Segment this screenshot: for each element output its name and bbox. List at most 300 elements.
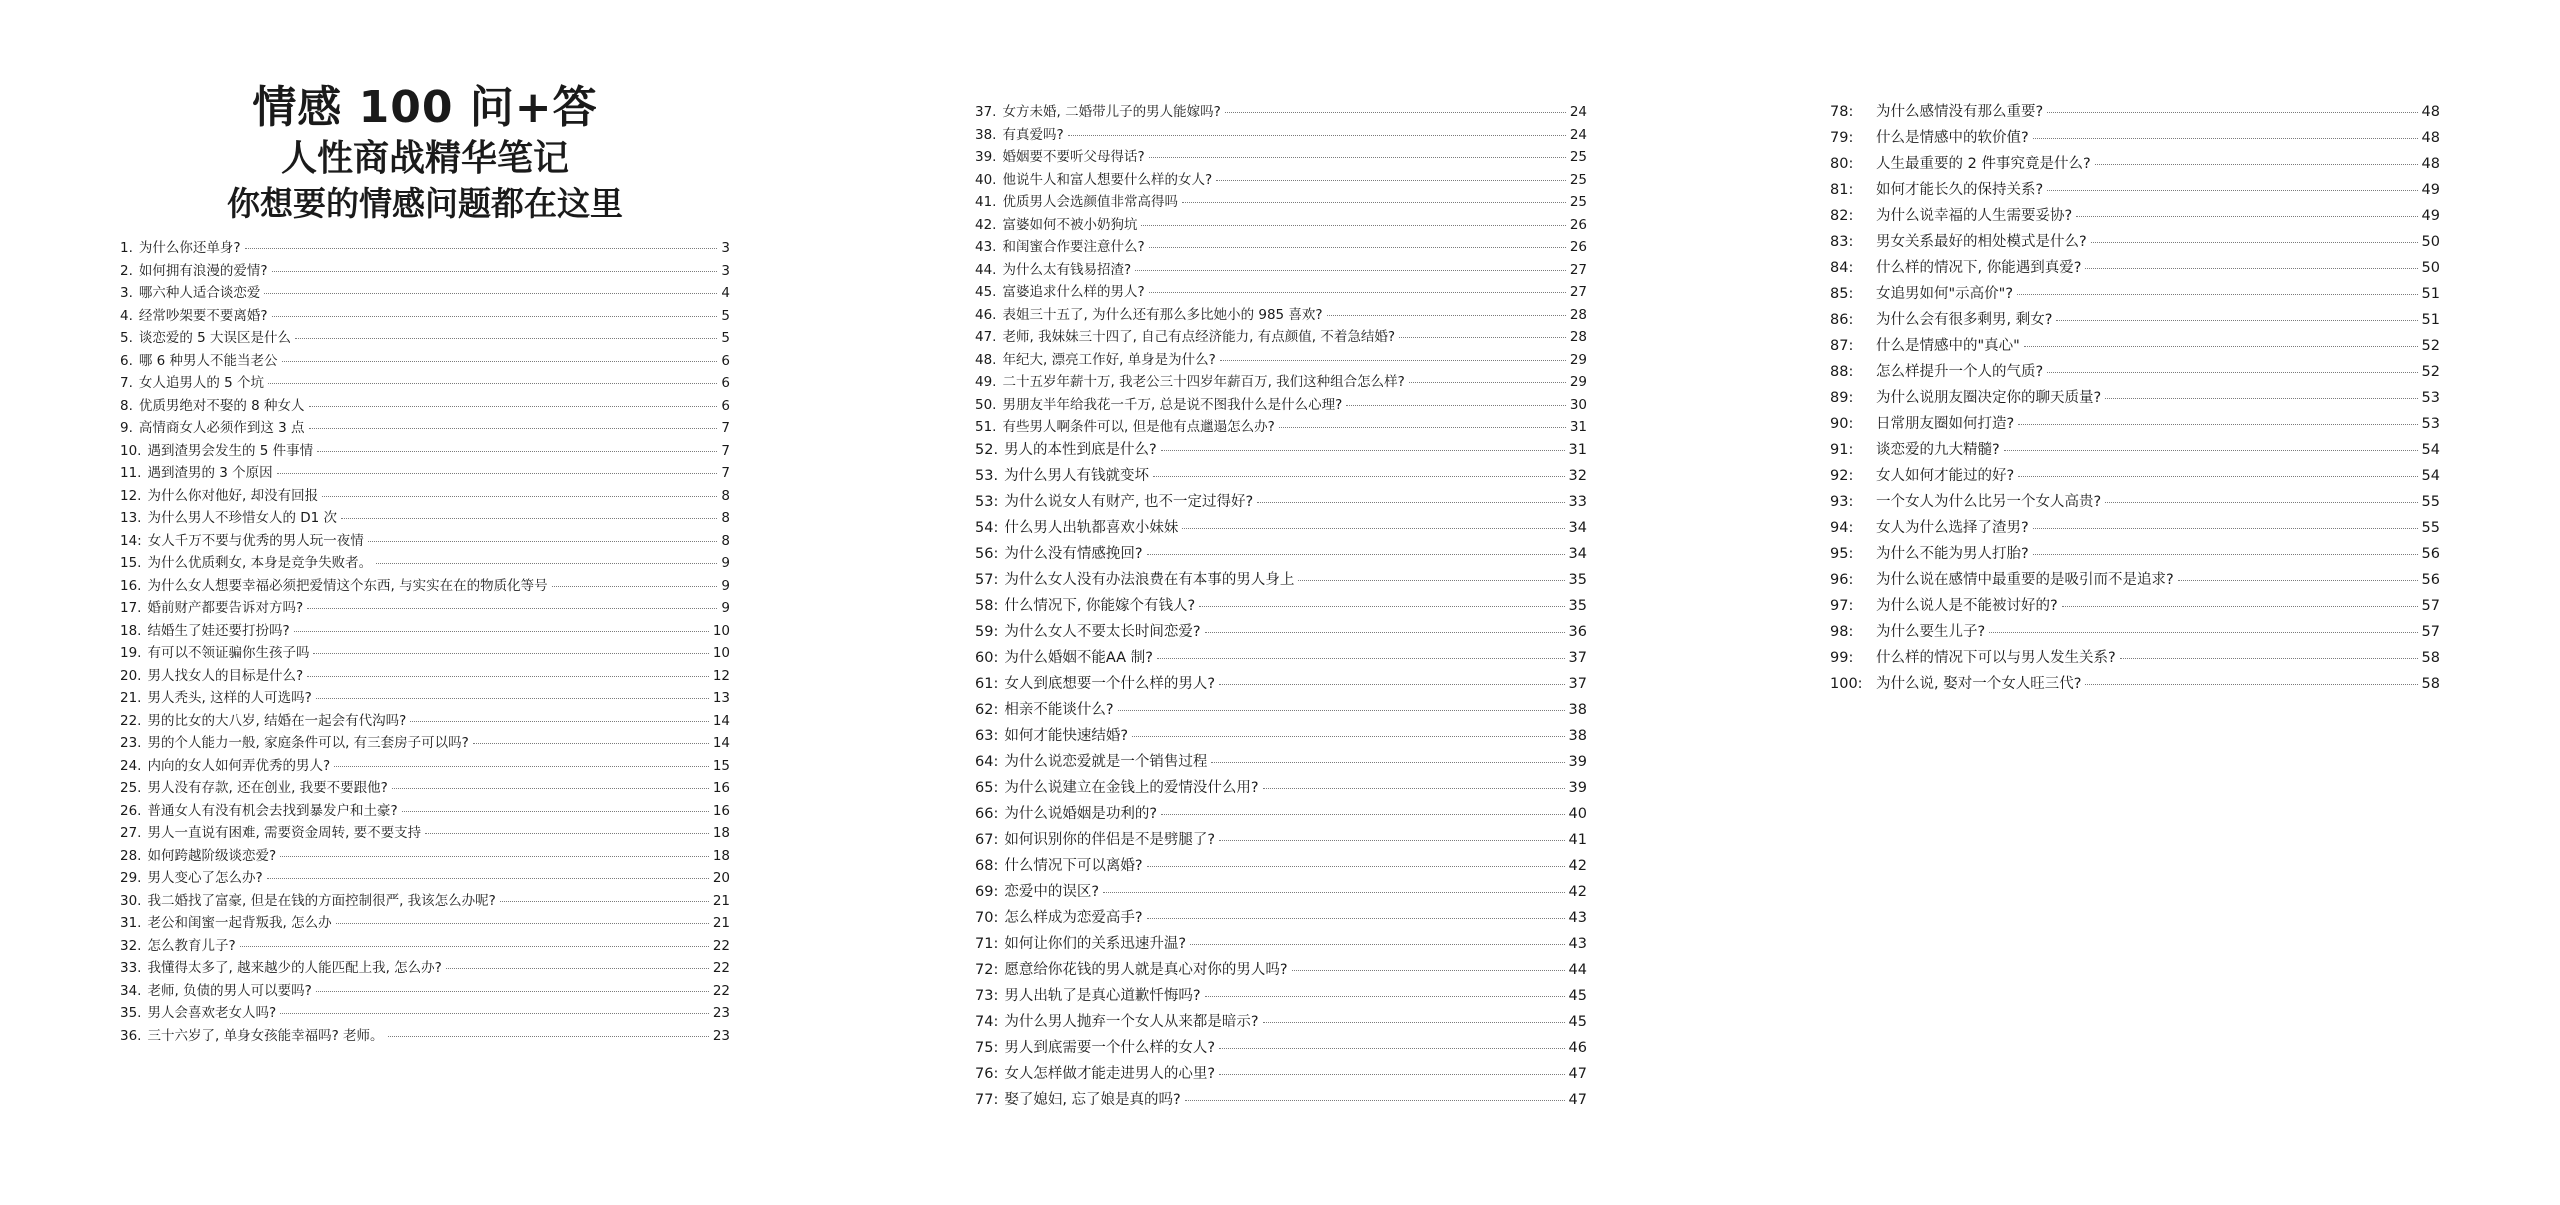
toc-entry[interactable] (975, 906, 1587, 932)
toc-entry-title: 为什么说朋友圈决定你的聊天质量? (1876, 390, 2102, 406)
toc-entry[interactable] (120, 889, 730, 912)
toc-page-3 (1830, 100, 2440, 698)
toc-leader-dots (500, 901, 709, 902)
toc-entry-page: 52 (2421, 364, 2440, 380)
toc-entry[interactable] (120, 934, 730, 957)
toc-entry-title: 为什么感情没有那么重要? (1876, 104, 2044, 120)
toc-entry-page: 35 (1568, 571, 1587, 588)
toc-leader-dots (1161, 450, 1565, 451)
toc-entry[interactable] (120, 461, 730, 484)
toc-entry-title: 什么情况下, 你能嫁个有钱人? (1004, 597, 1196, 614)
toc-entry[interactable] (120, 731, 730, 754)
toc-entry-page: 7 (721, 465, 730, 481)
toc-entry-title: 为什么婚姻不能AA 制? (1004, 649, 1153, 666)
toc-entry-number: 29. (120, 870, 142, 886)
toc-entry-page: 26 (1569, 239, 1587, 255)
toc-entry-title: 男人一直说有困难, 需要资金周转, 要不要支持 (147, 825, 422, 841)
toc-entry-title: 内向的女人如何弄优秀的男人? (147, 757, 331, 774)
toc-entry[interactable] (120, 866, 730, 889)
toc-entry[interactable] (120, 304, 730, 327)
toc-leader-dots (473, 743, 709, 744)
toc-entry[interactable] (1830, 204, 2440, 230)
toc-leader-dots (1205, 996, 1565, 997)
document-title: 情感 100 问+答 (252, 82, 598, 133)
toc-entry-number: 19. (120, 645, 142, 661)
toc-entry[interactable] (1830, 152, 2440, 178)
toc-leader-dots (388, 1036, 709, 1037)
toc-leader-dots (1190, 944, 1565, 945)
toc-leader-dots (1216, 180, 1566, 181)
toc-entry-page: 38 (1568, 701, 1587, 718)
toc-leader-dots (272, 316, 718, 317)
toc-entry[interactable] (1830, 646, 2440, 672)
toc-entry-number: 86: (1830, 312, 1854, 328)
toc-entry[interactable] (975, 724, 1587, 750)
toc-entry-title: 为什么会有很多剩男, 剩女? (1876, 312, 2053, 328)
toc-entry-page: 34 (1568, 545, 1587, 562)
toc-entry-page: 55 (2421, 520, 2440, 536)
toc-entry[interactable] (120, 664, 730, 687)
toc-entry-title: 优质男绝对不娶的 8 种女人 (138, 397, 305, 414)
toc-entry[interactable] (120, 236, 730, 259)
toc-leader-dots (2105, 502, 2417, 503)
toc-entry[interactable] (120, 439, 730, 462)
toc-entry[interactable] (975, 984, 1587, 1010)
toc-entry-number: 97: (1830, 598, 1854, 614)
toc-entry-number: 26. (120, 802, 142, 819)
toc-entry-page: 5 (721, 307, 730, 324)
toc-entry-number: 20. (120, 667, 142, 684)
toc-entry-title: 哪六种人适合谈恋爱 (138, 285, 261, 301)
toc-entry-title: 为什么你对他好, 却没有回报 (147, 487, 319, 504)
toc-entry-number: 23. (120, 735, 142, 751)
toc-entry-number: 83: (1830, 234, 1854, 250)
toc-entry[interactable] (975, 958, 1587, 984)
toc-entry-page: 6 (721, 375, 730, 391)
toc-entry-title: 女人千万不要与优秀的男人玩一夜情 (147, 532, 364, 549)
toc-entry-number: 73: (975, 987, 999, 1004)
toc-entry[interactable] (975, 393, 1587, 416)
toc-entry-page: 3 (721, 262, 730, 279)
toc-entry[interactable] (975, 594, 1587, 620)
toc-entry-title: 日常朋友圈如何打造? (1876, 416, 2015, 432)
toc-entry-title: 经常吵架要不要离婚? (138, 307, 268, 324)
toc-entry-page: 6 (721, 397, 730, 414)
toc-entry-page: 18 (712, 847, 730, 864)
toc-leader-dots (1103, 892, 1565, 893)
toc-entry-number: 33. (120, 960, 142, 976)
toc-entry-page: 16 (712, 802, 730, 819)
toc-entry-page: 25 (1569, 149, 1587, 165)
toc-entry-number: 25. (120, 780, 142, 796)
toc-entry[interactable] (120, 574, 730, 597)
toc-entry-page: 39 (1568, 753, 1587, 770)
toc-entry[interactable] (975, 646, 1587, 672)
toc-leader-dots (317, 451, 717, 452)
toc-entry-page: 55 (2421, 494, 2440, 510)
toc-entry-number: 67: (975, 831, 999, 848)
toc-entry-number: 42. (975, 216, 997, 233)
toc-entry-page: 7 (721, 442, 730, 459)
document-tagline: 你想要的情感问题都在这里 (227, 184, 623, 223)
toc-entry-title: 男人变心了怎么办? (147, 870, 263, 886)
toc-entry-number: 13. (120, 510, 142, 526)
toc-entry[interactable] (975, 568, 1587, 594)
toc-entry-title: 遇到渣男的 3 个原因 (147, 465, 273, 481)
toc-entry-page: 26 (1569, 216, 1587, 233)
toc-entry-number: 15. (120, 555, 142, 571)
toc-entry-page: 45 (1568, 1013, 1587, 1030)
toc-entry[interactable] (120, 551, 730, 574)
toc-entry-title: 女人到底想要一个什么样的男人? (1004, 675, 1216, 692)
toc-entry-title: 为什么男人有钱就变坏 (1004, 467, 1150, 484)
toc-entry[interactable] (120, 776, 730, 799)
toc-leader-dots (334, 766, 709, 767)
toc-entry[interactable] (975, 1010, 1587, 1036)
toc-leader-dots (1182, 528, 1564, 529)
toc-leader-dots (294, 631, 709, 632)
toc-entry-number: 22. (120, 712, 142, 729)
toc-entry-title: 女人为什么选择了渣男? (1876, 520, 2029, 536)
toc-entry[interactable] (120, 641, 730, 664)
toc-entry-number: 6. (120, 352, 133, 369)
toc-entry[interactable] (975, 698, 1587, 724)
toc-entry-number: 27. (120, 825, 142, 841)
toc-entry-page: 9 (721, 555, 730, 571)
toc-entry[interactable] (120, 416, 730, 439)
toc-entry[interactable] (120, 529, 730, 552)
toc-entry-title: 富婆如何不被小奶狗坑 (1002, 216, 1138, 233)
toc-entry[interactable] (975, 415, 1587, 438)
toc-entry[interactable] (975, 1088, 1587, 1114)
toc-entry[interactable] (975, 1062, 1587, 1088)
toc-entry-title: 老公和闺蜜一起背叛我, 怎么办 (147, 915, 332, 931)
toc-entry[interactable] (975, 213, 1587, 236)
toc-entry-title: 男人的本性到底是什么? (1004, 441, 1157, 458)
toc-entry[interactable] (120, 1001, 730, 1024)
toc-entry[interactable] (120, 506, 730, 529)
toc-entry-title: 他说牛人和富人想要什么样的女人? (1002, 171, 1213, 188)
toc-entry[interactable] (1830, 230, 2440, 256)
toc-leader-dots (2033, 138, 2418, 139)
toc-entry[interactable] (120, 596, 730, 619)
toc-entry-number: 10. (120, 442, 142, 459)
toc-leader-dots (1225, 112, 1566, 113)
toc-leader-dots (2018, 424, 2417, 425)
toc-entry[interactable] (120, 371, 730, 394)
toc-entry-title: 怎么样成为恋爱高手? (1004, 909, 1143, 926)
toc-list (975, 100, 1587, 438)
toc-entry-page: 25 (1569, 194, 1587, 210)
toc-entry-number: 76: (975, 1065, 999, 1082)
toc-entry[interactable] (975, 370, 1587, 393)
toc-entry[interactable] (1830, 334, 2440, 360)
toc-entry[interactable] (1830, 672, 2440, 698)
toc-entry-title: 为什么不能为男人打胎? (1876, 546, 2029, 562)
toc-entry[interactable] (975, 620, 1587, 646)
toc-entry-title: 愿意给你花钱的男人就是真心对你的男人吗? (1004, 961, 1288, 978)
toc-entry-number: 68: (975, 857, 999, 874)
toc-leader-dots (1219, 684, 1565, 685)
toc-entry[interactable] (120, 911, 730, 934)
toc-leader-dots (2047, 372, 2417, 373)
toc-page-2 (975, 100, 1587, 1114)
toc-entry[interactable] (975, 854, 1587, 880)
toc-entry-page: 34 (1568, 519, 1587, 536)
toc-entry[interactable] (975, 750, 1587, 776)
toc-entry[interactable] (975, 1036, 1587, 1062)
toc-entry[interactable] (975, 464, 1587, 490)
toc-entry-page: 57 (2421, 598, 2440, 614)
toc-entry-number: 62: (975, 701, 999, 718)
toc-entry-page: 42 (1568, 883, 1587, 900)
toc-entry-title: 为什么没有情感挽回? (1004, 545, 1143, 562)
toc-entry-number: 96: (1830, 572, 1854, 588)
toc-entry[interactable] (120, 821, 730, 844)
toc-entry[interactable] (1830, 360, 2440, 386)
toc-entry[interactable] (975, 348, 1587, 371)
toc-entry-title: 女方未婚, 二婚带儿子的男人能嫁吗? (1002, 104, 1221, 120)
toc-entry-page: 6 (721, 352, 730, 369)
toc-leader-dots (1185, 1100, 1565, 1101)
toc-list (120, 236, 730, 1046)
toc-entry-title: 相亲不能谈什么? (1004, 701, 1114, 718)
toc-entry-page: 21 (712, 892, 730, 909)
toc-entry[interactable] (975, 542, 1587, 568)
toc-entry[interactable] (120, 484, 730, 507)
toc-entry-title: 有些男人啊条件可以, 但是他有点邋遢怎么办? (1002, 419, 1275, 435)
toc-entry[interactable] (120, 709, 730, 732)
toc-entry-title: 年纪大, 漂亮工作好, 单身是为什么? (1002, 351, 1216, 368)
toc-leader-dots (552, 586, 718, 587)
toc-entry-page: 22 (712, 960, 730, 976)
toc-entry[interactable] (975, 235, 1587, 258)
toc-entry[interactable] (975, 123, 1587, 146)
toc-entry-number: 3. (120, 285, 133, 301)
toc-entry-title: 男的比女的大八岁, 结婚在一起会有代沟吗? (147, 712, 407, 729)
toc-entry-page: 54 (2421, 468, 2440, 484)
toc-entry-title: 男人出轨了是真心道歉忏悔吗? (1004, 987, 1201, 1004)
toc-entry-number: 50. (975, 396, 997, 413)
toc-entry[interactable] (1830, 594, 2440, 620)
toc-leader-dots (1263, 788, 1565, 789)
toc-leader-dots (1068, 135, 1566, 136)
toc-entry[interactable] (975, 258, 1587, 281)
toc-entry-title: 为什么你还单身? (138, 240, 241, 256)
toc-entry-number: 91: (1830, 442, 1854, 458)
toc-leader-dots (2091, 242, 2418, 243)
toc-entry-page: 28 (1569, 329, 1587, 345)
toc-leader-dots (268, 383, 717, 384)
toc-entry-page: 49 (2421, 182, 2440, 198)
toc-entry[interactable] (120, 979, 730, 1002)
toc-entry-page: 56 (2421, 572, 2440, 588)
toc-entry[interactable] (975, 190, 1587, 213)
toc-entry-title: 和闺蜜合作要注意什么? (1002, 239, 1145, 255)
toc-entry-page: 15 (712, 757, 730, 774)
toc-entry[interactable] (1830, 256, 2440, 282)
toc-entry-page: 40 (1568, 805, 1587, 822)
toc-entry-page: 20 (712, 870, 730, 886)
toc-entry-title: 什么是情感中的"真心" (1876, 338, 2020, 354)
toc-entry-page: 45 (1568, 987, 1587, 1004)
toc-entry[interactable] (1830, 490, 2440, 516)
toc-entry-title: 如何跨越阶级谈恋爱? (147, 847, 277, 864)
toc-entry-page: 5 (721, 330, 730, 346)
toc-leader-dots (2056, 320, 2417, 321)
toc-entry[interactable] (975, 325, 1587, 348)
toc-entry-title: 男的个人能力一般, 家庭条件可以, 有三套房子可以吗? (147, 735, 469, 751)
toc-entry[interactable] (1830, 412, 2440, 438)
toc-entry-title: 我懂得太多了, 越来越少的人能匹配上我, 怎么办? (147, 960, 442, 976)
toc-entry-title: 婚前财产都要告诉对方吗? (147, 600, 304, 616)
toc-entry-page: 31 (1569, 419, 1587, 435)
toc-leader-dots (2024, 346, 2418, 347)
toc-entry[interactable] (975, 438, 1587, 464)
toc-list (975, 438, 1587, 1114)
toc-entry-number: 99: (1830, 650, 1854, 666)
toc-entry-page: 13 (712, 690, 730, 706)
toc-entry-number: 37. (975, 104, 997, 120)
toc-entry-page: 48 (2421, 156, 2440, 172)
toc-entry-number: 8. (120, 397, 133, 414)
toc-leader-dots (1147, 866, 1565, 867)
toc-leader-dots (240, 946, 709, 947)
toc-entry[interactable] (1830, 438, 2440, 464)
toc-leader-dots (264, 293, 717, 294)
toc-entry[interactable] (975, 672, 1587, 698)
toc-entry-page: 51 (2421, 312, 2440, 328)
toc-entry[interactable] (120, 844, 730, 867)
toc-entry-title: 为什么说幸福的人生需要妥协? (1876, 208, 2073, 224)
toc-entry[interactable] (120, 799, 730, 822)
toc-entry-number: 54: (975, 519, 999, 536)
toc-entry-title: 普通女人有没有机会去找到暴发户和土豪? (147, 802, 398, 819)
toc-entry-number: 53: (975, 493, 999, 510)
toc-entry-page: 30 (1569, 396, 1587, 413)
toc-entry[interactable] (1830, 542, 2440, 568)
toc-entry[interactable] (975, 145, 1587, 168)
toc-leader-dots (1118, 710, 1565, 711)
toc-leader-dots (245, 248, 718, 249)
toc-list (1830, 100, 2440, 698)
toc-entry-page: 46 (1568, 1039, 1587, 1056)
toc-leader-dots (2047, 190, 2417, 191)
toc-entry-number: 32. (120, 937, 142, 954)
toc-entry-title: 表姐三十五了, 为什么还有那么多比她小的 985 喜欢? (1002, 306, 1323, 323)
toc-leader-dots (282, 361, 718, 362)
toc-entry-page: 54 (2421, 442, 2440, 458)
toc-leader-dots (341, 518, 717, 519)
toc-entry[interactable] (120, 619, 730, 642)
toc-entry-number: 4. (120, 307, 133, 324)
toc-entry[interactable] (120, 349, 730, 372)
toc-entry[interactable] (120, 956, 730, 979)
toc-entry[interactable] (1830, 516, 2440, 542)
toc-entry-title: 男人到底需要一个什么样的女人? (1004, 1039, 1216, 1056)
toc-entry-page: 25 (1569, 171, 1587, 188)
toc-entry[interactable] (1830, 282, 2440, 308)
toc-entry-title: 为什么说建立在金钱上的爱情没什么用? (1004, 779, 1259, 796)
toc-leader-dots (1182, 202, 1566, 203)
toc-entry-number: 39. (975, 149, 997, 165)
toc-entry[interactable] (120, 1024, 730, 1047)
toc-entry[interactable] (1830, 620, 2440, 646)
toc-entry[interactable] (120, 326, 730, 349)
toc-entry[interactable] (120, 394, 730, 417)
toc-entry[interactable] (1830, 464, 2440, 490)
toc-entry[interactable] (975, 828, 1587, 854)
toc-entry-number: 9. (120, 420, 133, 436)
toc-entry-page: 29 (1569, 374, 1587, 390)
toc-entry-number: 82: (1830, 208, 1854, 224)
toc-entry[interactable] (1830, 386, 2440, 412)
toc-entry[interactable] (975, 490, 1587, 516)
toc-entry-title: 富婆追求什么样的男人? (1002, 284, 1145, 300)
toc-leader-dots (2033, 554, 2418, 555)
toc-entry-page: 35 (1568, 597, 1587, 614)
toc-leader-dots (1292, 970, 1565, 971)
toc-entry[interactable] (975, 932, 1587, 958)
toc-entry[interactable] (975, 303, 1587, 326)
toc-entry[interactable] (975, 168, 1587, 191)
toc-entry-number: 88: (1830, 364, 1854, 380)
toc-entry[interactable] (120, 259, 730, 282)
toc-entry-title: 我二婚找了富豪, 但是在钱的方面控制很严, 我该怎么办呢? (147, 892, 496, 909)
toc-entry-number: 2. (120, 262, 133, 279)
toc-entry[interactable] (1830, 308, 2440, 334)
toc-entry-title: 为什么女人没有办法浪费在有本事的男人身上 (1004, 571, 1295, 588)
toc-entry[interactable] (975, 802, 1587, 828)
toc-entry-page: 14 (712, 735, 730, 751)
toc-entry-title: 为什么太有钱易招渣? (1002, 261, 1132, 278)
toc-entry[interactable] (975, 100, 1587, 123)
toc-entry-title: 为什么说在感情中最重要的是吸引而不是追求? (1876, 572, 2174, 588)
toc-entry[interactable] (1830, 126, 2440, 152)
toc-entry-title: 为什么男人不珍惜女人的 D1 次 (147, 510, 338, 526)
toc-entry-title: 娶了媳妇, 忘了娘是真的吗? (1004, 1091, 1181, 1108)
toc-entry[interactable] (120, 754, 730, 777)
toc-leader-dots (392, 788, 709, 789)
toc-entry-page: 24 (1569, 104, 1587, 120)
toc-leader-dots (1327, 315, 1566, 316)
toc-entry[interactable] (120, 686, 730, 709)
toc-entry-page: 10 (712, 622, 730, 639)
toc-entry-number: 43. (975, 239, 997, 255)
document-subtitle: 人性商战精华笔记 (280, 138, 569, 179)
toc-entry[interactable] (1830, 568, 2440, 594)
toc-entry[interactable] (1830, 178, 2440, 204)
toc-entry-title: 如何才能快速结婚? (1004, 727, 1129, 744)
toc-leader-dots (1219, 1074, 1565, 1075)
toc-entry-title: 一个女人为什么比另一个女人高贵? (1876, 494, 2102, 510)
toc-entry-page: 33 (1568, 493, 1587, 510)
toc-leader-dots (272, 271, 718, 272)
toc-leader-dots (402, 811, 709, 812)
toc-entry[interactable] (120, 281, 730, 304)
toc-entry[interactable] (975, 516, 1587, 542)
toc-entry[interactable] (1830, 100, 2440, 126)
toc-entry-number: 72: (975, 961, 999, 978)
toc-entry[interactable] (975, 776, 1587, 802)
toc-entry-number: 56: (975, 545, 999, 562)
toc-leader-dots (2017, 294, 2418, 295)
toc-leader-dots (307, 608, 717, 609)
toc-entry[interactable] (975, 280, 1587, 303)
toc-leader-dots (1399, 337, 1566, 338)
toc-entry[interactable] (975, 880, 1587, 906)
toc-entry-number: 61: (975, 675, 999, 692)
